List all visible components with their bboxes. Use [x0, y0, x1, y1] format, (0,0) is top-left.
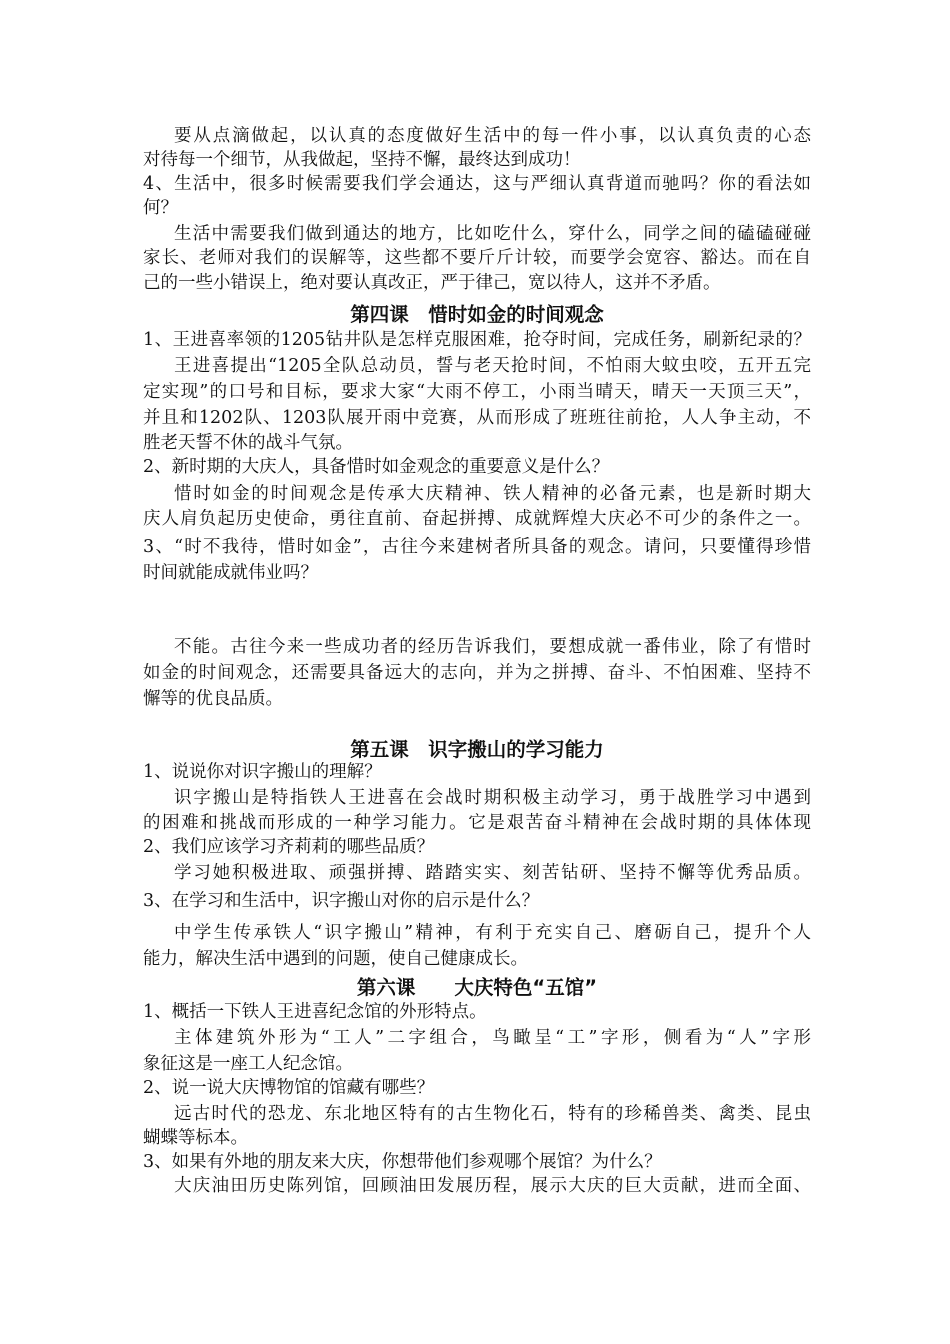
text-line: 2、新时期的大庆人，具备惜时如金观念的重要意义是什么？	[143, 457, 610, 477]
text-line: 4、生活中，很多时候需要我们学会通达，这与严细认真背道而驰吗？你的看法如	[143, 174, 811, 194]
text-line: 1、王进喜率领的1205钻井队是怎样克服困难，抢夺时间，完成任务，刷新纪录的？	[143, 330, 811, 350]
text-line: 不能。古往今来一些成功者的经历告诉我们，要想成就一番伟业，除了有惜时	[174, 637, 811, 657]
text-line: 王进喜提出“1205全队总动员，誓与老天抢时间，不怕雨大蚊虫咬，五开五完	[174, 356, 811, 376]
text-line: 并且和1202队、1203队展开雨中竞赛，从而形成了班班往前抢，人人争主动，不	[143, 408, 811, 428]
text-line: 1、说说你对识字搬山的理解？	[143, 762, 382, 782]
text-line: 2、说一说大庆博物馆的馆藏有哪些？	[143, 1078, 435, 1098]
text-line: 能力，解决生活中遇到的问题，使自己健康成长。	[143, 949, 528, 969]
text-line: 主体建筑外形为“工人”二字组合，鸟瞰呈“工”字形，侧看为“人”字形	[174, 1028, 811, 1048]
lesson-heading: 第五课 识字搬山的学习能力	[350, 738, 604, 761]
text-line: 定实现”的口号和目标，要求大家“大雨不停工，小雨当晴天，晴天一天顶三天”，	[143, 382, 811, 402]
text-line: 识字搬山是特指铁人王进喜在会战时期积极主动学习，勇于战胜学习中遇到	[174, 788, 811, 808]
text-line: 要从点滴做起，以认真的态度做好生活中的每一件小事，以认真负责的心态	[174, 126, 811, 146]
text-line: 对待每一个细节，从我做起，坚持不懈，最终达到成功！	[143, 150, 581, 170]
text-line: 生活中需要我们做到通达的地方，比如吃什么，穿什么，同学之间的磕磕碰碰	[174, 224, 811, 244]
text-line: 时间就能成就伟业吗？	[143, 563, 318, 583]
lesson-heading: 第六课 大庆特色“五馆”	[356, 976, 598, 999]
text-line: 的困难和挑战而形成的一种学习能力。它是艰苦奋斗精神在会战时期的具体体现	[143, 813, 811, 833]
text-line: 家长、老师对我们的误解等，这些都不要斤斤计较，而要学会宽容、豁达。而在自	[143, 248, 811, 268]
text-line: 3、“时不我待，惜时如金”，古往今来建树者所具备的观念。请问，只要懂得珍惜	[143, 537, 811, 557]
text-line: 蝴蝶等标本。	[143, 1128, 248, 1148]
text-line: 大庆油田历史陈列馆，回顾油田发展历程，展示大庆的巨大贡献，进而全面、	[174, 1176, 811, 1196]
text-line: 如金的时间观念，还需要具备远大的志向，并为之拼搏、奋斗、不怕困难、坚持不	[143, 663, 811, 683]
text-line: 3、在学习和生活中，识字搬山对你的启示是什么？	[143, 891, 540, 911]
lesson-heading: 第四课 惜时如金的时间观念	[350, 303, 604, 326]
text-line: 胜老天誓不休的战斗气氛。	[143, 433, 353, 453]
text-line: 3、如果有外地的朋友来大庆，你想带他们参观哪个展馆？为什么？	[143, 1152, 662, 1172]
text-line: 象征这是一座工人纪念馆。	[143, 1054, 353, 1074]
text-line: 何？	[143, 198, 178, 218]
text-line: 中学生传承铁人“识字搬山”精神，有利于充实自己、磨砺自己，提升个人	[174, 923, 811, 943]
text-line: 己的一些小错误上，绝对要认真改正，严于律己，宽以待人，这并不矛盾。	[143, 273, 721, 293]
text-line: 1、概括一下铁人王进喜纪念馆的外形特点。	[143, 1002, 487, 1022]
text-line: 惜时如金的时间观念是传承大庆精神、铁人精神的必备元素，也是新时期大	[174, 484, 811, 504]
text-line: 学习她积极进取、顽强拼搏、踏踏实实、刻苦钻研、坚持不懈等优秀品质。	[174, 863, 811, 883]
text-line: 庆人肩负起历史使命，勇往直前、奋起拼搏、成就辉煌大庆必不可少的条件之一。	[143, 509, 811, 529]
text-line: 懈等的优良品质。	[143, 689, 283, 709]
text-line: 远古时代的恐龙、东北地区特有的古生物化石，特有的珍稀兽类、禽类、昆虫	[174, 1104, 811, 1124]
text-line: 2、我们应该学习齐莉莉的哪些品质？	[143, 837, 435, 857]
